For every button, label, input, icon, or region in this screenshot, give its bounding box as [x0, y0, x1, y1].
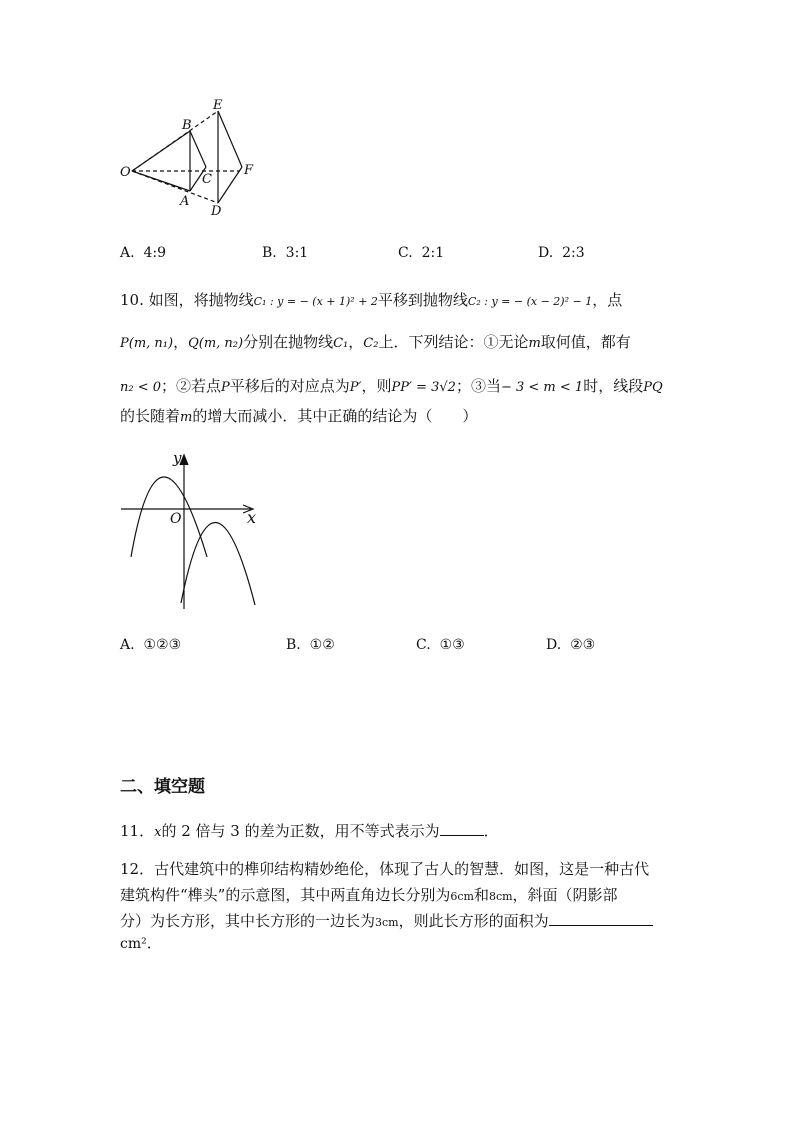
q9-option-d[interactable]: D. 2:3: [538, 245, 585, 261]
q10-line-1: 10. 如图，将抛物线C₁ : y = − (x + 1)² + 2平移到抛物线C₂ : y = − (x − 2)² − 1，点: [120, 291, 623, 309]
q12-line-4: cm²．: [120, 934, 162, 952]
q10-option-a[interactable]: A. ①②③: [120, 637, 182, 653]
section-heading: 二、填空题: [120, 777, 205, 797]
q11-text: 11．x的 2 倍与 3 的差为正数，用不等式表示为 ．: [120, 822, 499, 840]
q9-option-a[interactable]: A. 4:9: [120, 245, 166, 261]
q11-answer-blank[interactable]: [440, 821, 484, 836]
q10-option-d[interactable]: D. ②③: [546, 637, 596, 653]
q12-line-1: 12．古代建筑中的榫卯结构精妙绝伦，体现了古人的智慧．如图，这是一种古代: [120, 860, 650, 878]
parabola-figure: [115, 445, 275, 613]
q9-option-c[interactable]: C. 2:1: [398, 245, 445, 261]
x-axis-label: x: [247, 508, 257, 527]
q10-line-4: 的长随着m的增大而减小．其中正确的结论为（ ）: [120, 407, 478, 425]
q12-line-2: 建筑构件“榫头”的示意图，其中两直角边长分别为6cm和8cm，斜面（阴影部: [120, 886, 618, 904]
q10-option-b[interactable]: B. ①②: [286, 637, 335, 653]
label-a: A: [180, 194, 190, 209]
label-c: C: [202, 172, 212, 187]
label-o: O: [120, 165, 131, 180]
q10-line-3: n₂ < 0；②若点P平移后的对应点为P′，则PP′ = 3√2；③当− 3 < m < 1时，线段PQ: [120, 377, 663, 395]
label-f: F: [244, 163, 254, 178]
q12-line-3: 分）为长方形，其中长方形的一边长为3cm，则此长方形的面积为: [120, 910, 653, 931]
label-e: E: [213, 98, 223, 113]
geometry-figure: [110, 95, 270, 225]
y-axis-label: y: [173, 449, 182, 467]
label-b: B: [182, 118, 192, 133]
q12-answer-blank[interactable]: [549, 911, 653, 926]
label-d: D: [211, 204, 222, 219]
origin-label: O: [170, 511, 182, 527]
q10-option-c[interactable]: C. ①③: [416, 637, 465, 653]
q9-option-b[interactable]: B. 3:1: [262, 245, 309, 261]
q10-line-2: P(m, n₁)，Q(m, n₂)分别在抛物线C₁，C₂上．下列结论：①无论m取何值，都有: [120, 333, 631, 351]
